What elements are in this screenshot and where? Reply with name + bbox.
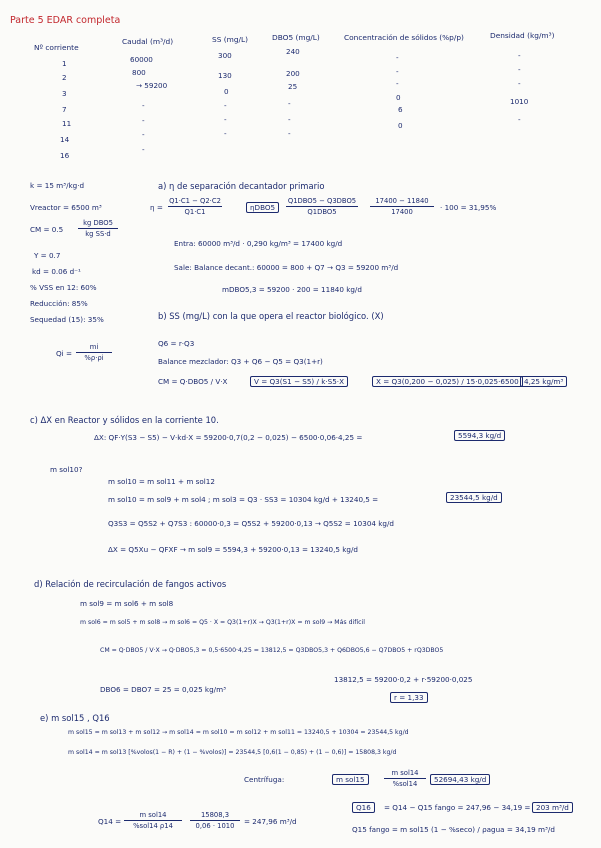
param-cm: CM = 0.5 bbox=[30, 225, 64, 234]
row-3-dens: - bbox=[518, 79, 521, 88]
row-3-ss: 0 bbox=[224, 87, 229, 96]
header-ss: SS (mg/L) bbox=[212, 35, 248, 44]
x-result: 4,25 kg/m³ bbox=[520, 376, 567, 387]
m-sol10-result: 23544,5 kg/d bbox=[446, 492, 502, 503]
row-11-dens: - bbox=[518, 115, 521, 124]
v-box: V = Q3(S1 − S5) / k·S5·X bbox=[250, 376, 348, 387]
q16-box: Q16 bbox=[352, 802, 375, 813]
param-k: k = 15 m³/kg·d bbox=[30, 181, 85, 190]
row-7-caudal: - bbox=[142, 101, 145, 110]
row-7-conc: 0 bbox=[396, 93, 401, 102]
row-2-ss: 130 bbox=[218, 71, 232, 80]
row-14-dbo: - bbox=[288, 129, 291, 138]
q16-equation: = Q14 − Q15 fango = 247,96 − 34,19 = bbox=[384, 803, 531, 812]
x-box: X = Q3(0,200 − 0,025) / 15·0,025·6500 bbox=[372, 376, 523, 387]
param-reduccion: Reducción: 85% bbox=[30, 299, 88, 308]
row-1-ss: 300 bbox=[218, 51, 232, 60]
part-d-line-1: m sol9 = m sol6 + m sol8 bbox=[80, 599, 174, 608]
balance-mezclador: Balance mezclador: Q3 + Q6 − Q5 = Q3(1+r) bbox=[158, 357, 323, 366]
q14-result: = 247,96 m³/d bbox=[244, 817, 297, 826]
row-1-dens: - bbox=[518, 51, 521, 60]
part-a-entra: Entra: 60000 m³/d · 0,290 kg/m³ = 17400 kg/d bbox=[174, 239, 343, 248]
header-corriente: Nº corriente bbox=[34, 43, 79, 52]
part-c-line-4: ΔX = Q5Xu − QFXF → m sol9 = 5594,3 + 59200·0,13 = 13240,5 kg/d bbox=[108, 545, 358, 554]
qi-label: Qi = bbox=[56, 349, 72, 358]
q14-fraction: m sol14 %sol14 ρ14 bbox=[124, 812, 182, 830]
row-16-n: 16 bbox=[60, 151, 70, 160]
q14-fraction-values: $\frac{15808,3}{0,06 \cdot 1010}$ bbox=[190, 812, 240, 830]
eta-label: η = bbox=[150, 203, 163, 212]
param-cm-units: kg DBO5 kg SS·d bbox=[78, 220, 118, 238]
eta-fraction-values: $\frac{17400 - 11840}{17400}$ bbox=[370, 198, 434, 216]
q6-eq: Q6 = r·Q3 bbox=[158, 339, 195, 348]
page-title: Parte 5 EDAR completa bbox=[10, 15, 121, 26]
part-e-heading: e) m sol15 , Q16 bbox=[40, 713, 110, 723]
eta-dbo-box: ηDBO5 bbox=[246, 202, 279, 213]
eta-result: · 100 = 31,95% bbox=[440, 203, 497, 212]
cm-equation: CM = Q·DBO5 / V·X bbox=[158, 377, 228, 386]
row-3-n: 3 bbox=[62, 89, 67, 98]
r-result: r = 1,33 bbox=[390, 692, 428, 703]
q16-result: 203 m³/d bbox=[532, 802, 573, 813]
part-b-heading: b) SS (mg/L) con la que opera el reactor biológico. (X) bbox=[158, 311, 384, 321]
part-e-line-2: m sol14 = m sol13 [%volos(1 − R) + (1 − %volos)] = 23544,5 [0,6(1 − 0,85) + (1 − 0,6)] = 15808,3 kg/d bbox=[68, 749, 397, 756]
part-d-cm: CM = Q·DBO5 / V·X → Q·DBO5,3 = 0,5·6500·4,25 = 13812,5 = Q3DBO5,3 + Q6DBO5,6 − Q7DBO5 + rQ3DBO5 bbox=[100, 647, 444, 654]
param-vss: % VSS en 12: 60% bbox=[30, 283, 97, 292]
row-7-ss: - bbox=[224, 101, 227, 110]
part-e-line-1: m sol15 = m sol13 + m sol12 → m sol14 = m sol10 = m sol12 + m sol11 = 13240,5 + 10304 = 23544,5 kg/d bbox=[68, 729, 409, 736]
row-14-conc: 0 bbox=[398, 121, 403, 130]
row-11-conc: 6 bbox=[398, 105, 403, 114]
param-kd: kd = 0.06 d⁻¹ bbox=[32, 267, 81, 276]
param-vreactor: Vreactor = 6500 m³ bbox=[30, 203, 102, 212]
row-3-caudal: → 59200 bbox=[136, 81, 168, 90]
dx-result: 5594,3 kg/d bbox=[454, 430, 505, 441]
header-dbo: DBO5 (mg/L) bbox=[272, 33, 320, 42]
row-2-dens: - bbox=[518, 65, 521, 74]
row-3-conc: - bbox=[396, 79, 399, 88]
param-y: Y = 0.7 bbox=[34, 251, 61, 260]
eta-fraction-dbo: Q1DBO5 − Q3DBO5 Q1DBO5 bbox=[287, 197, 357, 216]
dx-equation: ΔX: QF·Y(S3 − S5) − V·kd·X = 59200·0,7(0,2 − 0,025) − 6500·0,06·4,25 = bbox=[94, 433, 363, 442]
row-14-ss: - bbox=[224, 129, 227, 138]
q15-equation: Q15 fango = m sol15 (1 − %seco) / ρagua = 34,19 m³/d bbox=[352, 825, 555, 834]
row-7-n: 7 bbox=[62, 105, 67, 114]
row-16-caudal: - bbox=[142, 145, 145, 154]
part-d-heading: d) Relación de recirculación de fangos activos bbox=[34, 579, 227, 589]
header-densidad: Densidad (kg/m³) bbox=[490, 31, 555, 40]
part-d-dbo6: DBO6 = DBO7 = 25 = 0,025 kg/m³ bbox=[100, 685, 226, 694]
part-d-line-2: m sol6 = m sol5 + m sol8 → m sol6 = Q5 · X = Q3(1+r)X → Q3(1+r)X = m sol9 → Más difícil bbox=[80, 619, 365, 626]
part-c-line-2: m sol10 = m sol9 + m sol4 ; m sol3 = Q3 · SS3 = 10304 kg/d + 13240,5 = bbox=[108, 495, 379, 504]
row-1-dbo: 240 bbox=[286, 47, 300, 56]
row-14-caudal: - bbox=[142, 130, 145, 139]
m-sol15-fraction: m sol14 %sol14 bbox=[384, 770, 426, 788]
row-7-dbo: - bbox=[288, 99, 291, 108]
part-a-heading: a) η de separación decantador primario bbox=[158, 181, 325, 191]
header-conc-solidos: Concentración de sólidos (%p/p) bbox=[344, 33, 464, 42]
m-sol10-question: m sol10? bbox=[50, 465, 83, 474]
part-a-sale: Sale: Balance decant.: 60000 = 800 + Q7 → Q3 = 59200 m³/d bbox=[174, 263, 399, 272]
row-3-dbo: 25 bbox=[288, 82, 298, 91]
row-11-caudal: - bbox=[142, 116, 145, 125]
row-2-dbo: 200 bbox=[286, 69, 300, 78]
part-d-substitution: 13812,5 = 59200·0,2 + r·59200·0,025 bbox=[334, 675, 473, 684]
part-c-line-3: Q3S3 = Q5S2 + Q7S3 : 60000·0,3 = Q5S2 + 59200·0,13 → Q5S2 = 10304 kg/d bbox=[108, 519, 394, 528]
header-caudal: Caudal (m³/d) bbox=[122, 37, 174, 46]
row-1-caudal: 60000 bbox=[130, 55, 153, 64]
row-1-n: 1 bbox=[62, 59, 67, 68]
row-2-n: 2 bbox=[62, 73, 67, 82]
row-11-dbo: - bbox=[288, 115, 291, 124]
m-sol15-box: m sol15 bbox=[332, 774, 369, 785]
row-2-conc: - bbox=[396, 67, 399, 76]
row-11-n: 11 bbox=[62, 119, 72, 128]
row-14-n: 14 bbox=[60, 135, 70, 144]
row-1-conc: - bbox=[396, 53, 399, 62]
row-11-ss: - bbox=[224, 115, 227, 124]
eta-fraction: $\frac{Q1\cdot C1 - Q2\cdot C2}{Q1\cdot C1}$ bbox=[169, 197, 221, 216]
m-sol15-result: 52694,43 kg/d bbox=[430, 774, 490, 785]
centrifuga-label: Centrífuga: bbox=[244, 775, 285, 784]
row-2-caudal: 800 bbox=[132, 68, 146, 77]
part-c-heading: c) ΔX en Reactor y sólidos en la corriente 10. bbox=[30, 415, 219, 425]
part-a-mdbo: mDBO5,3 = 59200 · 200 = 11840 kg/d bbox=[222, 285, 362, 294]
qi-fraction: $\frac{mi}{\%\rho\cdot\rho i}$ bbox=[76, 344, 112, 362]
part-c-line-1: m sol10 = m sol11 + m sol12 bbox=[108, 477, 215, 486]
row-7-dens: 1010 bbox=[510, 97, 529, 106]
q14-label: Q14 = bbox=[98, 817, 122, 826]
param-sequedad: Sequedad (15): 35% bbox=[30, 315, 104, 324]
